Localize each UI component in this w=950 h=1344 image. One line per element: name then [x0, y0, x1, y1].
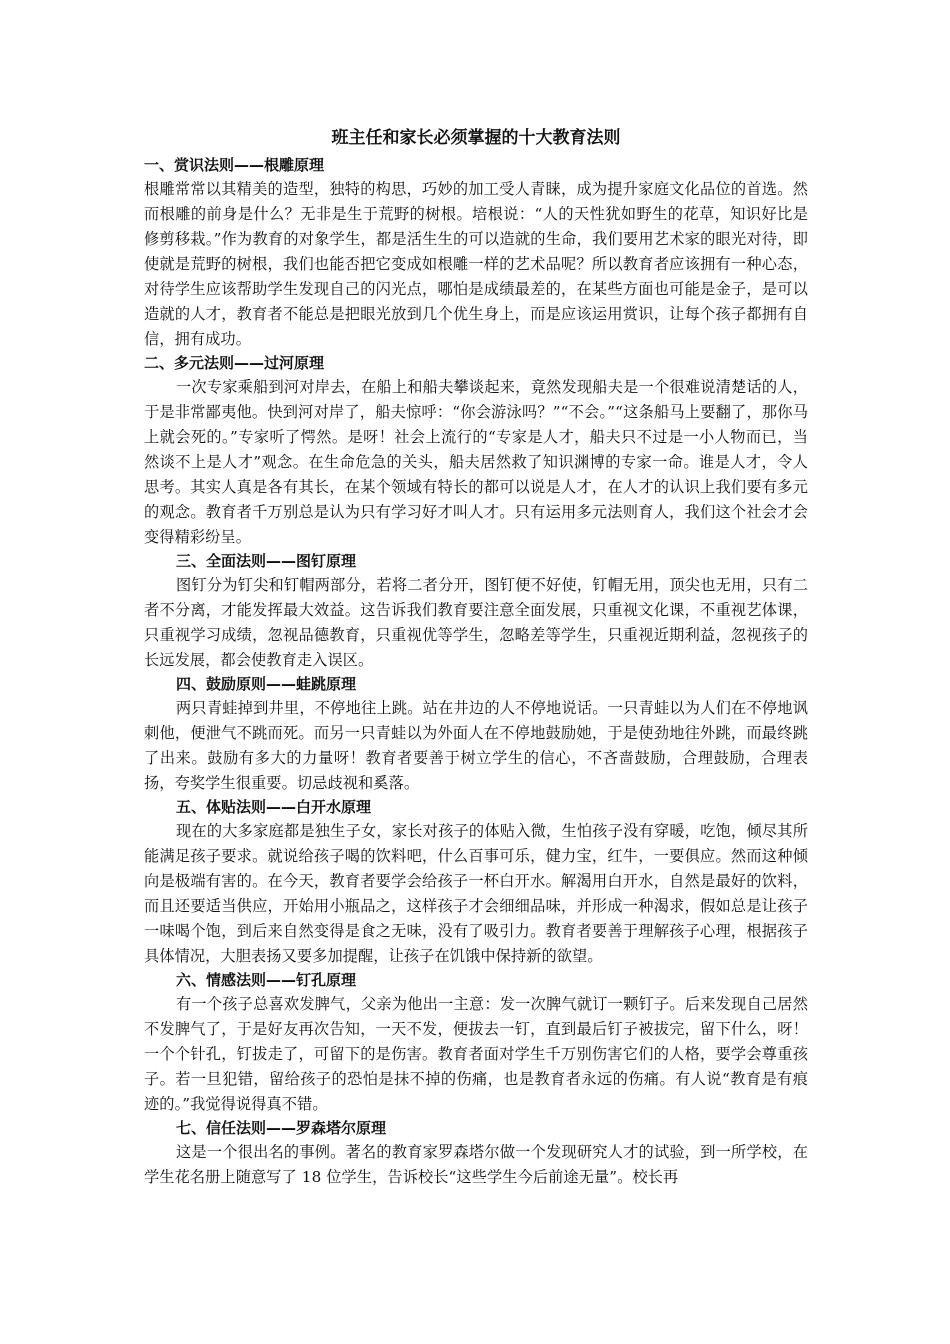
- section-4-heading: 四、鼓励原则——蛙跳原理: [176, 675, 357, 693]
- section-3-body: 图钉分为钉尖和钉帽两部分，若将二者分开，图钉便不好使，钉帽无用，顶尖也无用，只有二者不分离，才能发挥最大效益。这告诉我们教育要注意全面发展，只重视文化课，不重视艺体课，只重视学习成绩，忽视品德教育，只重视优等学生，忽略差等学生，只重视近期利益，忽视孩子的长远发展，都会使教育走入误区。: [144, 576, 808, 669]
- document-title: 班主任和家长必须掌握的十大教育法则: [331, 128, 621, 148]
- section-5-heading: 五、体贴法则——白开水原理: [176, 798, 372, 816]
- section-4-body: 两只青蛙掉到井里，不停地往上跳。站在井边的人不停地说话。一只青蛙以为人们在不停地讽刺他，便泄气不跳而死。而另一只青蛙以为外面人在不停地鼓励她，于是使劲地往外跳，而最终跳了出来。鼓励有多大的力量呀！教育者要善于树立学生的信心，不吝啬鼓励，合理鼓励，合理表扬，夸奖学生很重要。切忌歧视和奚落。: [144, 699, 808, 792]
- section-2-heading: 二、多元法则——过河原理: [144, 354, 325, 372]
- section-7-body: 这是一个很出名的事例。著名的教育家罗森塔尔做一个发现研究人才的试验，到一所学校，在学生花名册上随意写了 18 位学生，告诉校长“这些学生今后前途无量”。校长再: [144, 1143, 808, 1186]
- section-2-body: 一次专家乘船到河对岸去，在船上和船夫攀谈起来，竟然发现船夫是一个很难说清楚话的人，于是非常鄙夷他。快到河对岸了，船夫惊呼：“你会游泳吗？”“不会。”“这条船马上要翻了，那你马上就会死的。”专家听了愕然。是呀！社会上流行的“专家是人才，船夫只不过是一小人物而已，当然谈不上是人才”观念。在生命危急的关头，船夫居然救了知识渊博的专家一命。谁是人才，令人思考。其实人真是各有其长，在某个领域有特长的都可以说是人才，在人才的认识上我们要有多元的观念。教育者千万别总是认为只有学习好才叫人才。只有运用多元法则育人，我们这个社会才会变得精彩纷呈。: [144, 378, 808, 546]
- section-7-heading: 七、信任法则——罗森塔尔原理: [176, 1119, 387, 1137]
- document-page: [144, 126, 808, 1190]
- section-6-heading: 六、情感法则——钉孔原理: [176, 971, 357, 989]
- section-1-body: 根雕常常以其精美的造型，独特的构思，巧妙的加工受人青睐，成为提升家庭文化品位的首选。然而根雕的前身是什么？无非是生于荒野的树根。培根说：“人的天性犹如野生的花草，知识好比是修剪移栽。”作为教育的对象学生，都是活生生的可以造就的生命，我们要用艺术家的眼光对待，即使就是荒野的树根，我们也能否把它变成如根雕一样的艺术品呢？所以教育者应该拥有一种心态，对待学生应该帮助学生发现自己的闪光点，哪怕是成绩最差的，在某些方面也可能是金子，是可以造就的人才，教育者不能总是把眼光放到几个优生身上，而是应该运用赏识，让每个孩子都拥有自信，拥有成功。: [144, 180, 808, 348]
- section-6-body: 有一个孩子总喜欢发脾气，父亲为他出一主意：发一次脾气就订一颗钉子。后来发现自己居然不发脾气了，于是好友再次告知，一天不发，便拔去一钉，直到最后钉子被拔完，留下什么，呀！一个个针孔，钉拔走了，可留下的是伤害。教育者面对学生千万别伤害它们的人格，要学会尊重孩子。若一旦犯错，留给孩子的恐怕是抹不掉的伤痛，也是教育者永远的伤痛。有人说“教育是有痕迹的。”我觉得说得真不错。: [144, 995, 808, 1113]
- section-1-heading: 一、赏识法则——根雕原理: [144, 156, 325, 174]
- section-5-body: 现在的大多家庭都是独生子女，家长对孩子的体贴入微，生怕孩子没有穿暖，吃饱，倾尽其所能满足孩子要求。就说给孩子喝的饮料吧，什么百事可乐，健力宝，红牛，一要俱应。然而这种倾向是极端有害的。在今天，教育者要学会给孩子一杯白开水。解渴用白开水，自然是最好的饮料，而且还要适当供应，开始用小瓶品之，这样孩子才会细细品味，并形成一种渴求，假如总是让孩子一味喝个饱，到后来自然变得是食之无味，没有了吸引力。教育者要善于理解孩子心理，根据孩子具体情况，大胆表扬又要多加提醒，让孩子在饥饿中保持新的欲望。: [144, 822, 808, 965]
- section-3-heading: 三、全面法则——图钉原理: [176, 552, 357, 570]
